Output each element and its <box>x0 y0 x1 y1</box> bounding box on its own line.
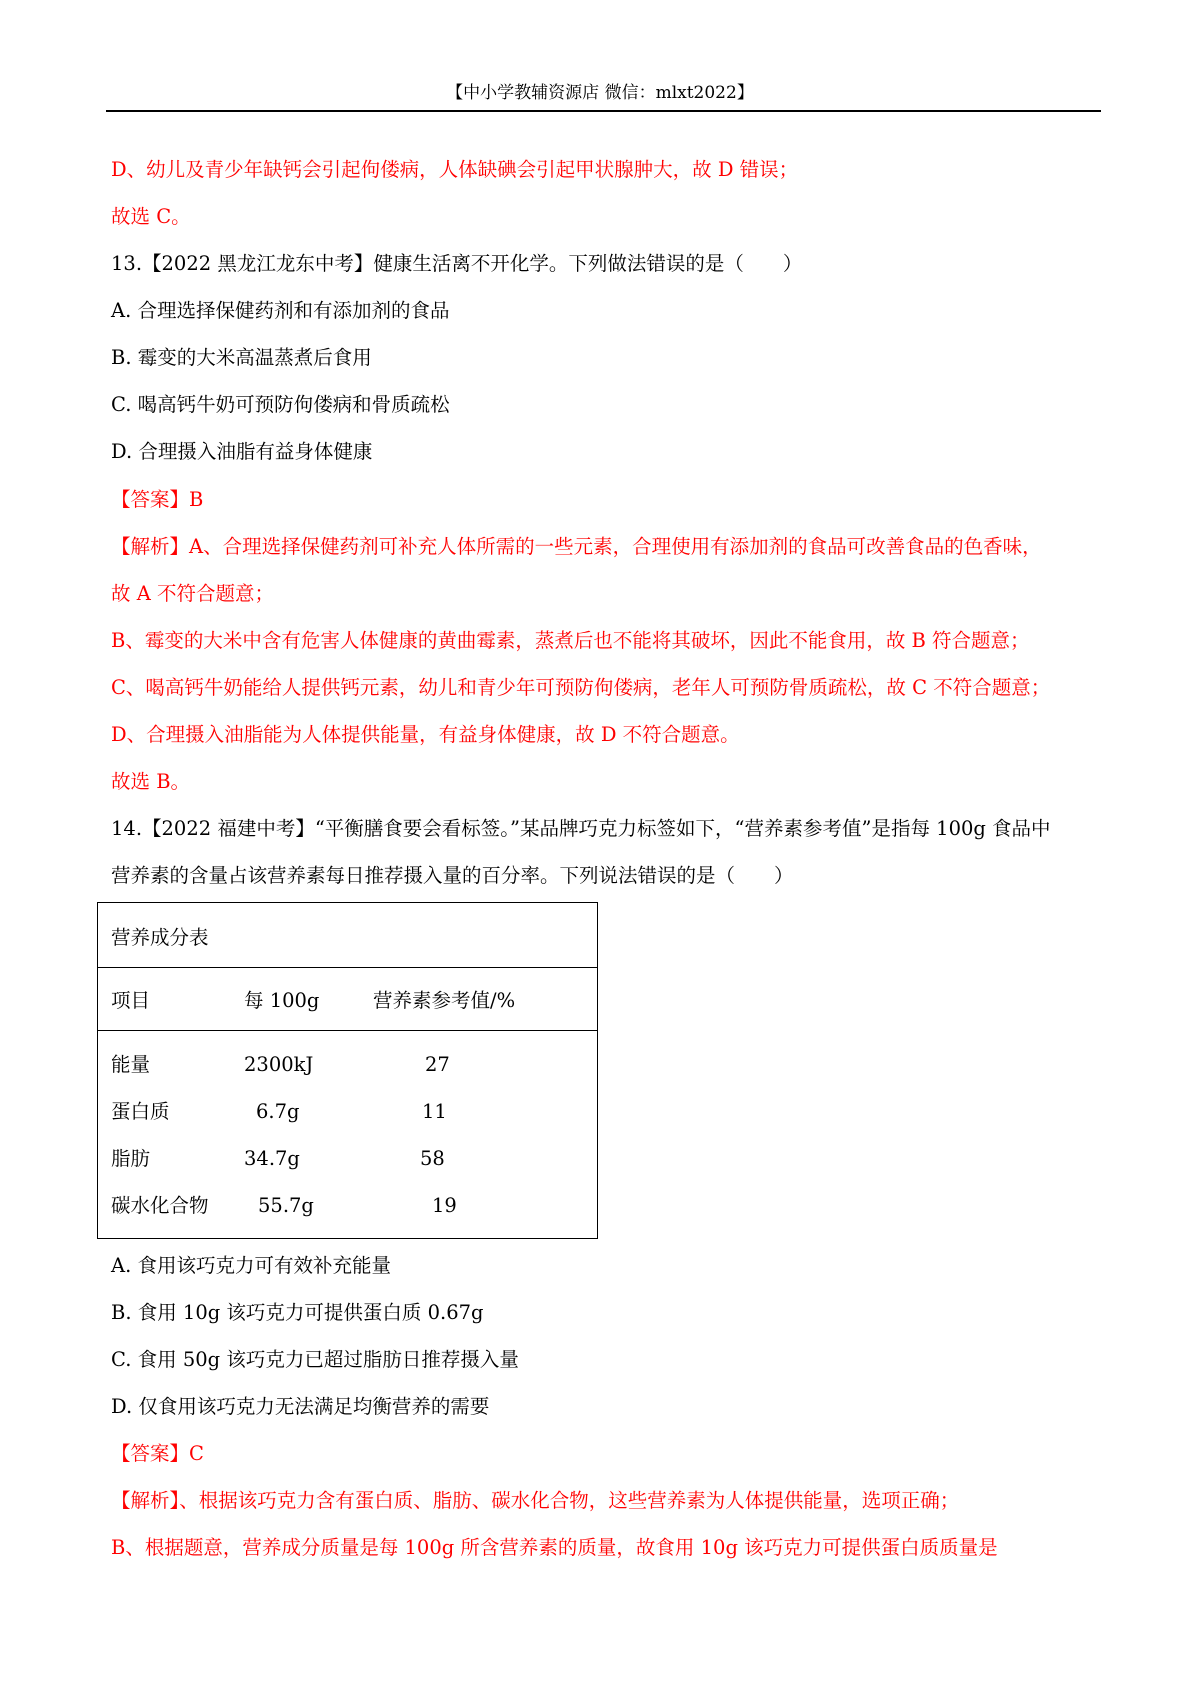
question-14-stem: 营养素的含量占该营养素每日推荐摄入量的百分率。下列说法错误的是（ ） <box>111 864 794 887</box>
table-header-per-100g: 每 100g <box>244 989 320 1012</box>
question-13-option-b: B. 霉变的大米高温蒸煮后食用 <box>111 346 372 369</box>
question-14-option-c: C. 食用 50g 该巧克力已超过脂肪日推荐摄入量 <box>111 1348 519 1371</box>
question-13-stem: 13.【2022 黑龙江龙东中考】健康生活离不开化学。下列做法错误的是（ ） <box>111 252 803 275</box>
question-13-answer: 【答案】B <box>111 488 204 511</box>
table-header-item: 项目 <box>111 989 151 1012</box>
answer-choice-line: 故选 C。 <box>111 205 191 228</box>
question-14-option-d: D. 仅食用该巧克力无法满足均衡营养的需要 <box>111 1395 490 1418</box>
table-cell-nutrient: 能量 <box>111 1053 151 1076</box>
nutrition-table-title: 营养成分表 <box>111 926 209 949</box>
table-divider <box>98 967 597 968</box>
nutrition-table <box>97 902 598 1239</box>
table-cell-amount: 2300kJ <box>244 1053 314 1076</box>
table-cell-nutrient: 蛋白质 <box>111 1100 170 1123</box>
table-cell-nutrient: 脂肪 <box>111 1147 151 1170</box>
question-14-explanation: B、根据题意，营养成分质量是每 100g 所含营养素的质量，故食用 10g 该巧克力可提供蛋白质质量是 <box>111 1536 998 1559</box>
table-cell-reference: 11 <box>422 1100 447 1123</box>
table-cell-nutrient: 碳水化合物 <box>111 1194 209 1217</box>
table-cell-amount: 6.7g <box>256 1100 300 1123</box>
table-header-reference-value: 营养素参考值/% <box>373 989 516 1012</box>
question-14-stem: 14.【2022 福建中考】“平衡膳食要会看标签。”某品牌巧克力标签如下，“营养素参考值”是指每 100g 食品中 <box>111 817 1051 840</box>
table-divider <box>98 1030 597 1031</box>
table-cell-amount: 34.7g <box>244 1147 300 1170</box>
question-14-answer: 【答案】C <box>111 1442 204 1465</box>
table-cell-amount: 55.7g <box>258 1194 314 1217</box>
table-cell-reference: 27 <box>425 1053 450 1076</box>
page-header: 【中小学教辅资源店 微信：mlxt2022】 <box>446 83 754 103</box>
question-13-explanation: C、喝高钙牛奶能给人提供钙元素，幼儿和青少年可预防佝偻病，老年人可预防骨质疏松，故 C 不符合题意； <box>111 676 1051 699</box>
question-13-option-d: D. 合理摄入油脂有益身体健康 <box>111 440 373 463</box>
question-13-explanation: B、霉变的大米中含有危害人体健康的黄曲霉素，蒸煮后也不能将其破坏，因此不能食用，故 B 符合题意； <box>111 629 1030 652</box>
question-13-explanation: 【解析】A、合理选择保健药剂可补充人体所需的一些元素，合理使用有添加剂的食品可改善食品的色香味， <box>111 535 1042 558</box>
header-divider <box>106 110 1101 112</box>
question-13-explanation: D、合理摄入油脂能为人体提供能量，有益身体健康，故 D 不符合题意。 <box>111 723 740 746</box>
question-14-explanation: 【解析】、根据该巧克力含有蛋白质、脂肪、碳水化合物，这些营养素为人体提供能量，选项正确； <box>111 1489 960 1512</box>
question-13-explanation: 故选 B。 <box>111 770 191 793</box>
question-14-option-b: B. 食用 10g 该巧克力可提供蛋白质 0.67g <box>111 1301 484 1324</box>
table-cell-reference: 19 <box>432 1194 457 1217</box>
explanation-line: D、幼儿及青少年缺钙会引起佝偻病，人体缺碘会引起甲状腺肿大，故 D 错误； <box>111 158 799 181</box>
question-13-explanation: 故 A 不符合题意； <box>111 582 274 605</box>
question-13-option-c: C. 喝高钙牛奶可预防佝偻病和骨质疏松 <box>111 393 450 416</box>
table-cell-reference: 58 <box>420 1147 445 1170</box>
question-14-option-a: A. 食用该巧克力可有效补充能量 <box>111 1254 391 1277</box>
question-13-option-a: A. 合理选择保健药剂和有添加剂的食品 <box>111 299 450 322</box>
